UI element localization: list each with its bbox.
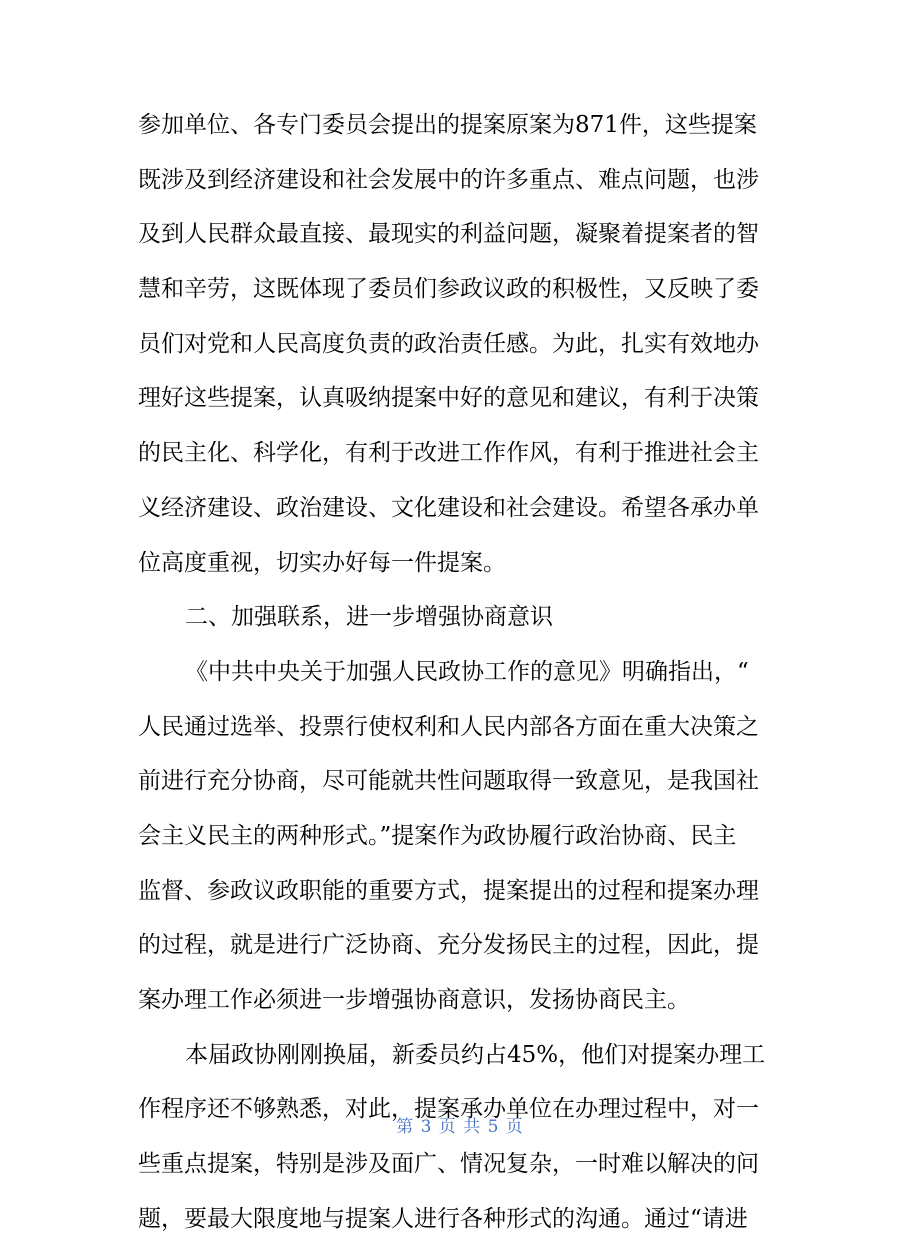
section-heading-text: 二、加强联系，进一步增强协商意识 — [185, 604, 553, 631]
text-line: 会主义民主的两种形式。”提案作为政协履行政治协商、民主 — [138, 822, 737, 849]
text-line: 既涉及到经济建设和社会发展中的许多重点、难点问题，也涉 — [138, 166, 759, 193]
text-line: 作程序还不够熟悉，对此，提案承办单位在办理过程中，对一 — [138, 1096, 759, 1123]
text-line: 理好这些提案，认真吸纳提案中好的意见和建议，有利于决策 — [138, 385, 759, 412]
text-line: 案办理工作必须进一步增强协商意识，发扬协商民主。 — [138, 987, 690, 1013]
page-body — [138, 98, 786, 1246]
text-line: 参加单位、各专门委员会提出的提案原案为871件，这些提案 — [138, 112, 757, 138]
text-line: 慧和辛劳，这既体现了委员们参政议政的积极性，又反映了委 — [138, 276, 759, 303]
text-line: 义经济建设、政治建设、文化建设和社会建设。希望各承办单 — [138, 494, 759, 521]
text-line: 位高度重视，切实办好每一件提案。 — [138, 549, 506, 576]
text-line: 本届政协刚刚换届，新委员约占45%，他们对提案办理工 — [185, 1041, 766, 1068]
paragraph — [138, 98, 786, 590]
text-line: 的民主化、科学化，有利于改进工作作风，有利于推进社会主 — [138, 440, 759, 467]
paragraph — [138, 645, 786, 1028]
text-line: 人民通过选举、投票行使权利和人民内部各方面在重大决策之 — [138, 713, 759, 740]
page-number: 第 3 页 共 5 页 — [396, 1117, 524, 1137]
page-footer — [0, 1112, 920, 1137]
text-line: 监督、参政议政职能的重要方式，提案提出的过程和提案办理 — [138, 877, 759, 904]
text-line: 前进行充分协商，尽可能就共性问题取得一致意见，是我国社 — [138, 768, 759, 795]
section-heading — [138, 590, 786, 645]
text-line: 员们对党和人民高度负责的政治责任感。为此，扎实有效地办 — [138, 330, 759, 357]
text-line: 及到人民群众最直接、最现实的利益问题，凝聚着提案者的智 — [138, 221, 759, 248]
text-line: 题，要最大限度地与提案人进行各种形式的沟通。通过“请进 — [138, 1205, 748, 1232]
text-line: 些重点提案，特别是涉及面广、情况复杂，一时难以解决的问 — [138, 1151, 759, 1178]
text-line: 《中共中央关于加强人民政协工作的意见》明确指出，“ — [185, 658, 749, 685]
text-line: 的过程，就是进行广泛协商、充分发扬民主的过程，因此，提 — [138, 932, 759, 959]
